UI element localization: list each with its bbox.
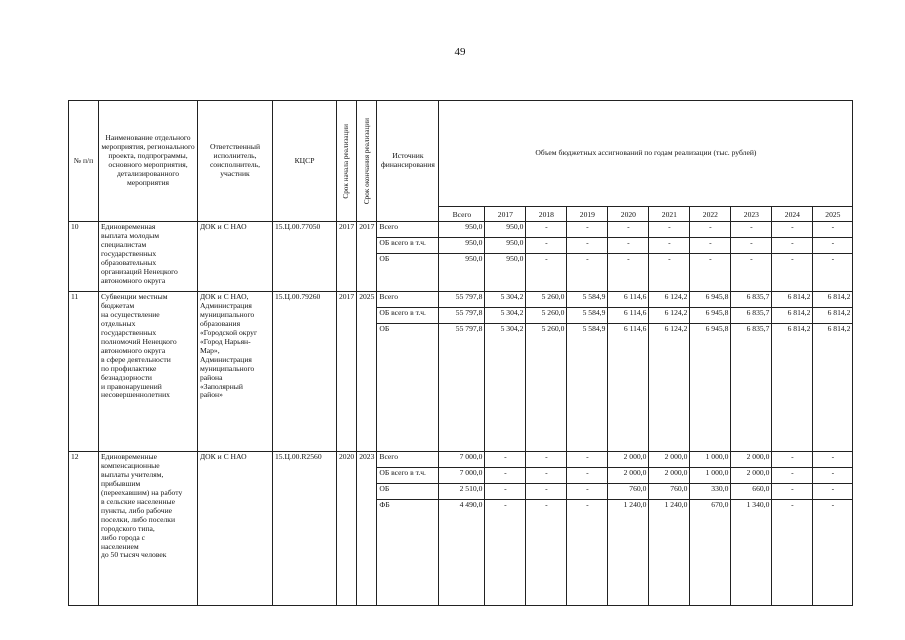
row-num: 11: [69, 292, 99, 452]
value-cell: 6 945,8: [690, 292, 731, 308]
row-kcsr: 15.Ц.00.79260: [273, 292, 337, 452]
header-source: Источник финансирования: [377, 101, 439, 222]
value-cell: -: [772, 500, 813, 606]
header-start-label: Срок начала реализации: [342, 123, 351, 199]
value-cell: 2 000,0: [608, 452, 649, 468]
header-year: 2025: [813, 207, 853, 222]
header-year: 2024: [772, 207, 813, 222]
value-cell: -: [567, 468, 608, 484]
row-start: 2020: [337, 452, 357, 606]
value-cell: -: [567, 254, 608, 292]
value-cell: 55 797,8: [439, 292, 485, 308]
row-source: ОБ: [377, 484, 439, 500]
value-cell: 4 490,0: [439, 500, 485, 606]
table-row: [69, 222, 853, 238]
row-responsible: ДОК и С НАО: [198, 452, 273, 606]
value-cell: 2 000,0: [731, 452, 772, 468]
row-responsible: ДОК и С НАО, Администрация муниципального образования «Городской округ «Город Нарьян- Мар», Администрация муниципального района «Заполярный район»: [198, 292, 273, 452]
value-cell: -: [772, 484, 813, 500]
value-cell: 6 835,7: [731, 308, 772, 324]
value-cell: 6 124,2: [649, 292, 690, 308]
header-year: Всего: [439, 207, 485, 222]
value-cell: -: [772, 452, 813, 468]
value-cell: -: [813, 484, 853, 500]
value-cell: 6 814,2: [772, 324, 813, 452]
value-cell: -: [731, 238, 772, 254]
value-cell: 5 584,9: [567, 292, 608, 308]
value-cell: -: [649, 222, 690, 238]
value-cell: 6 814,2: [772, 292, 813, 308]
row-source: ОБ всего в т.ч.: [377, 468, 439, 484]
table-row: [69, 452, 853, 468]
value-cell: 5 260,0: [526, 308, 567, 324]
header-volume: Объем бюджетных ассигнований по годам реализации (тыс. рублей): [439, 101, 853, 207]
header-year: 2021: [649, 207, 690, 222]
value-cell: -: [608, 254, 649, 292]
value-cell: -: [813, 500, 853, 606]
value-cell: 660,0: [731, 484, 772, 500]
value-cell: -: [567, 222, 608, 238]
value-cell: -: [526, 500, 567, 606]
header-year: 2017: [485, 207, 526, 222]
row-num: 12: [69, 452, 99, 606]
row-name: Единовременные компенсационные выплаты учителям, прибывшим (переехавшим) на работу в сельские населенные пункты, либо рабочие поселки, либо поселки городского типа, либо города с населением до 50 тысяч человек: [99, 452, 198, 606]
value-cell: 55 797,8: [439, 324, 485, 452]
value-cell: 6 114,6: [608, 308, 649, 324]
value-cell: 2 000,0: [649, 468, 690, 484]
header-year: 2023: [731, 207, 772, 222]
value-cell: 6 814,2: [813, 308, 853, 324]
header-kcsr: КЦСР: [273, 101, 337, 222]
value-cell: 1 240,0: [608, 500, 649, 606]
value-cell: -: [772, 238, 813, 254]
value-cell: 950,0: [485, 238, 526, 254]
row-source: Всего: [377, 452, 439, 468]
value-cell: 5 304,2: [485, 324, 526, 452]
value-cell: -: [526, 222, 567, 238]
value-cell: -: [485, 484, 526, 500]
value-cell: -: [485, 468, 526, 484]
value-cell: -: [526, 238, 567, 254]
value-cell: -: [772, 222, 813, 238]
row-start: 2017: [337, 222, 357, 292]
row-source: ОБ: [377, 324, 439, 452]
value-cell: -: [567, 484, 608, 500]
value-cell: 1 000,0: [690, 468, 731, 484]
value-cell: 760,0: [608, 484, 649, 500]
budget-table: [68, 100, 853, 606]
value-cell: -: [690, 222, 731, 238]
value-cell: 6 124,2: [649, 324, 690, 452]
value-cell: 2 000,0: [731, 468, 772, 484]
value-cell: -: [690, 254, 731, 292]
value-cell: -: [690, 238, 731, 254]
value-cell: -: [772, 468, 813, 484]
row-kcsr: 15.Ц.00.77050: [273, 222, 337, 292]
value-cell: 2 000,0: [649, 452, 690, 468]
page-number: 49: [454, 46, 466, 58]
header-year: 2020: [608, 207, 649, 222]
value-cell: -: [485, 452, 526, 468]
value-cell: 5 304,2: [485, 292, 526, 308]
value-cell: 1 000,0: [690, 452, 731, 468]
value-cell: 950,0: [439, 238, 485, 254]
header-year: 2022: [690, 207, 731, 222]
value-cell: 950,0: [485, 222, 526, 238]
row-source: ОБ всего в т.ч.: [377, 308, 439, 324]
value-cell: 6 945,8: [690, 324, 731, 452]
value-cell: 5 260,0: [526, 292, 567, 308]
row-source: ОБ: [377, 254, 439, 292]
value-cell: -: [526, 452, 567, 468]
value-cell: 6 814,2: [813, 324, 853, 452]
value-cell: -: [813, 452, 853, 468]
value-cell: 1 240,0: [649, 500, 690, 606]
value-cell: -: [731, 254, 772, 292]
table-row: [69, 292, 853, 308]
value-cell: -: [567, 452, 608, 468]
row-responsible: ДОК и С НАО: [198, 222, 273, 292]
budget-table-wrap: [68, 100, 853, 606]
row-source: Всего: [377, 222, 439, 238]
value-cell: -: [526, 254, 567, 292]
table-body: [69, 222, 853, 606]
header-start: [337, 101, 357, 222]
value-cell: 6 114,6: [608, 324, 649, 452]
value-cell: 6 814,2: [813, 292, 853, 308]
value-cell: 2 510,0: [439, 484, 485, 500]
value-cell: -: [526, 468, 567, 484]
header-year: 2019: [567, 207, 608, 222]
header-responsible: Ответственный исполнитель, соисполнитель, участник: [198, 101, 273, 222]
header-name: Наименование отдельного мероприятия, регионального проекта, подпрограммы, основного мероприятия, детализированного мероприятия: [99, 101, 198, 222]
value-cell: 5 584,9: [567, 308, 608, 324]
value-cell: -: [526, 484, 567, 500]
value-cell: 5 304,2: [485, 308, 526, 324]
header-year: 2018: [526, 207, 567, 222]
value-cell: 6 835,7: [731, 292, 772, 308]
value-cell: -: [567, 238, 608, 254]
value-cell: 760,0: [649, 484, 690, 500]
header-end: [357, 101, 377, 222]
value-cell: 5 584,9: [567, 324, 608, 452]
value-cell: -: [731, 222, 772, 238]
value-cell: 5 260,0: [526, 324, 567, 452]
value-cell: -: [813, 254, 853, 292]
value-cell: -: [608, 238, 649, 254]
header-num: № п/п: [69, 101, 99, 222]
row-source: Всего: [377, 292, 439, 308]
value-cell: -: [813, 222, 853, 238]
header-end-label: Срок окончания реализации: [362, 117, 371, 205]
value-cell: 6 835,7: [731, 324, 772, 452]
value-cell: 950,0: [439, 254, 485, 292]
value-cell: 1 340,0: [731, 500, 772, 606]
value-cell: 55 797,8: [439, 308, 485, 324]
value-cell: -: [567, 500, 608, 606]
value-cell: 950,0: [439, 222, 485, 238]
value-cell: 7 000,0: [439, 468, 485, 484]
value-cell: 6 124,2: [649, 308, 690, 324]
value-cell: -: [485, 500, 526, 606]
value-cell: 6 945,8: [690, 308, 731, 324]
row-num: 10: [69, 222, 99, 292]
row-end: 2025: [357, 292, 377, 452]
value-cell: 950,0: [485, 254, 526, 292]
value-cell: 6 814,2: [772, 308, 813, 324]
value-cell: -: [813, 238, 853, 254]
value-cell: 7 000,0: [439, 452, 485, 468]
row-kcsr: 15.Ц.00.R2560: [273, 452, 337, 606]
value-cell: -: [608, 222, 649, 238]
row-source: ОБ всего в т.ч.: [377, 238, 439, 254]
value-cell: 670,0: [690, 500, 731, 606]
value-cell: -: [649, 254, 690, 292]
row-start: 2017: [337, 292, 357, 452]
row-end: 2017: [357, 222, 377, 292]
table-header: [69, 101, 853, 222]
value-cell: 330,0: [690, 484, 731, 500]
value-cell: -: [649, 238, 690, 254]
value-cell: -: [813, 468, 853, 484]
row-end: 2023: [357, 452, 377, 606]
row-name: Единовременная выплата молодым специалистам государственных образовательных организаций Ненецкого автономного округа: [99, 222, 198, 292]
value-cell: 2 000,0: [608, 468, 649, 484]
row-source: ФБ: [377, 500, 439, 606]
value-cell: -: [772, 254, 813, 292]
row-name: Субвенции местным бюджетам на осуществление отдельных государственных полномочий Ненецкого автономного округа в сфере деятельности по профилактике безнадзорности и правонарушений несовершеннолетних: [99, 292, 198, 452]
value-cell: 6 114,6: [608, 292, 649, 308]
